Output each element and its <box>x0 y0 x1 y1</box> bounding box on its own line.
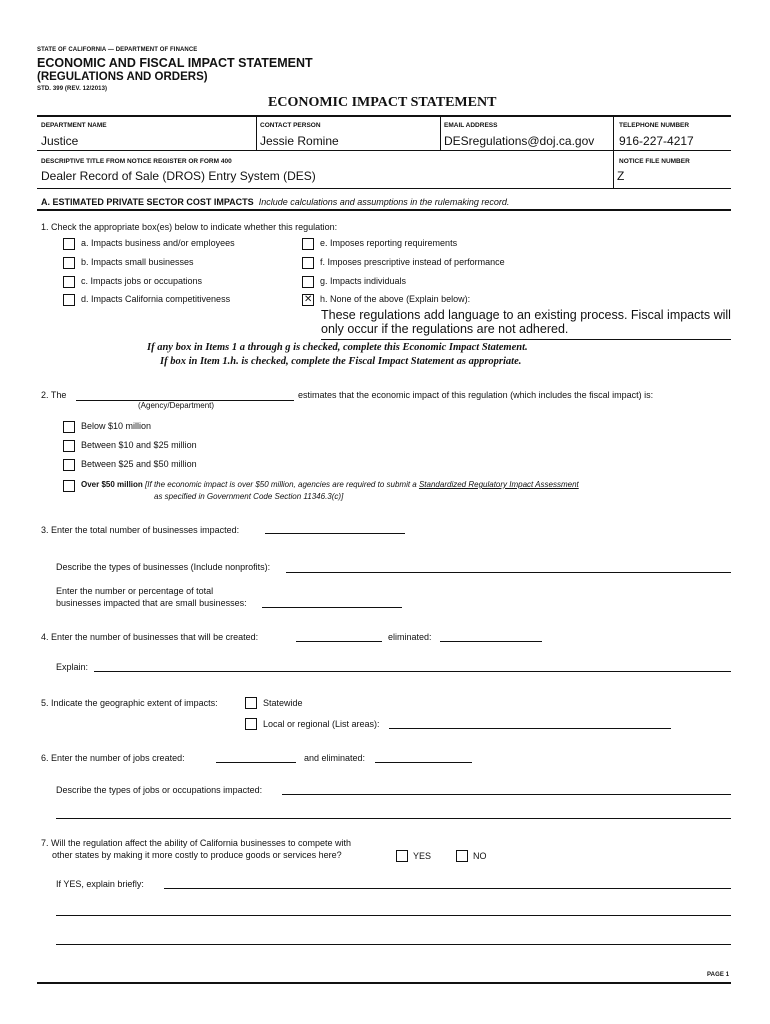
q1-option-f-checkbox[interactable] <box>302 257 314 269</box>
contact-person-value[interactable]: Jessie Romine <box>260 134 339 148</box>
q4-prompt: 4. Enter the number of businesses that will be created: <box>41 632 259 642</box>
q2-over-50m-label: Over $50 million <box>81 480 143 489</box>
q2-below-10m-label: Below $10 million <box>81 421 152 431</box>
telephone-value[interactable]: 916-227-4217 <box>619 134 694 148</box>
q1-option-h-label: h. None of the above (Explain below): <box>320 294 471 304</box>
q2-agency-label: (Agency/Department) <box>138 401 215 410</box>
q5-statewide-checkbox[interactable] <box>245 697 257 709</box>
q1-option-e-checkbox[interactable] <box>302 238 314 250</box>
q2-over-50m-row <box>81 480 579 489</box>
q1-prompt: 1. Check the appropriate box(es) below to indicate whether this regulation: <box>41 222 338 232</box>
q4-explain-field[interactable] <box>94 671 731 672</box>
q6-describe-field-2[interactable] <box>56 818 731 819</box>
q1-option-d-label: d. Impacts California competitiveness <box>81 294 231 304</box>
q1-option-d-checkbox[interactable] <box>63 294 75 306</box>
q2-estimate-text: estimates that the economic impact of this regulation (which includes the fiscal impact) is: <box>298 390 654 400</box>
q2-25-50m-checkbox[interactable] <box>63 459 75 471</box>
q4-created-field[interactable] <box>296 641 382 642</box>
q1-note-1: If any box in Items 1 a through g is checked, complete this Economic Impact Statement. <box>147 342 528 353</box>
q2-over-note-2: as specified in Government Code Section 11346.3(c)] <box>154 492 344 501</box>
contact-person-label: CONTACT PERSON <box>260 122 321 129</box>
q7-explain-label: If YES, explain briefly: <box>56 879 144 889</box>
q3-prompt: 3. Enter the total number of businesses impacted: <box>41 525 240 535</box>
q7-explain-field-2[interactable] <box>56 915 731 916</box>
section-a-note: Include calculations and assumptions in the rulemaking record. <box>258 197 510 207</box>
email-value[interactable]: DESregulations@doj.ca.gov <box>444 134 595 148</box>
q5-local-label: Local or regional (List areas): <box>263 719 380 729</box>
q2-25-50m-label: Between $25 and $50 million <box>81 459 197 469</box>
q6-eliminated-label: and eliminated: <box>304 753 366 763</box>
q6-eliminated-field[interactable] <box>375 762 472 763</box>
q1-explanation-line1[interactable]: These regulations add language to an existing process. Fiscal impacts will <box>321 308 731 322</box>
q5-prompt: 5. Indicate the geographic extent of impacts: <box>41 698 218 708</box>
q7-prompt-1: 7. Will the regulation affect the ability of California businesses to compete with <box>41 838 351 848</box>
notice-file-label: NOTICE FILE NUMBER <box>619 158 690 165</box>
q4-explain-label: Explain: <box>56 662 89 672</box>
q7-yes-label: YES <box>413 851 432 861</box>
q1-option-f-label: f. Imposes prescriptive instead of performance <box>320 257 505 267</box>
q5-statewide-label: Statewide <box>263 698 303 708</box>
descriptive-title-label: DESCRIPTIVE TITLE FROM NOTICE REGISTER OR FORM 400 <box>41 158 232 165</box>
q6-created-field[interactable] <box>216 762 296 763</box>
q1-option-e-label: e. Imposes reporting requirements <box>320 238 458 248</box>
q1-option-h-checkbox[interactable] <box>302 294 314 306</box>
q2-over-note-1: [If the economic impact is over $50 million, agencies are required to submit a <box>145 480 417 489</box>
department-name-value[interactable]: Justice <box>41 134 79 148</box>
email-label: EMAIL ADDRESS <box>444 122 498 129</box>
q3-small-label-1: Enter the number or percentage of total <box>56 586 214 596</box>
q4-eliminated-label: eliminated: <box>388 632 432 642</box>
descriptive-title-value[interactable]: Dealer Record of Sale (DROS) Entry System (DES) <box>41 169 316 183</box>
department-name-label: DEPARTMENT NAME <box>41 122 107 129</box>
q2-10-25m-checkbox[interactable] <box>63 440 75 452</box>
q2-sria-link[interactable]: Standardized Regulatory Impact Assessment <box>418 480 579 489</box>
q1-option-b-label: b. Impacts small businesses <box>81 257 194 267</box>
q1-note-2: If box in Item 1.h. is checked, complete the Fiscal Impact Statement as appropriate. <box>160 356 522 367</box>
form-number: STD. 399 (REV. 12/2013) <box>37 86 108 92</box>
notice-file-value[interactable]: Z <box>617 169 625 183</box>
q6-describe-field-1[interactable] <box>282 794 731 795</box>
section-title: ECONOMIC IMPACT STATEMENT <box>268 95 497 110</box>
form-subtitle: (REGULATIONS AND ORDERS) <box>37 71 208 83</box>
q3-small-field[interactable] <box>262 607 402 608</box>
q3-total-field[interactable] <box>265 533 405 534</box>
q6-describe-label: Describe the types of jobs or occupations impacted: <box>56 785 263 795</box>
state-agency-label: STATE OF CALIFORNIA — DEPARTMENT OF FINANCE <box>37 47 198 53</box>
section-a-heading-row <box>41 197 509 207</box>
q1-option-b-checkbox[interactable] <box>63 257 75 269</box>
q7-prompt-2: other states by making it more costly to produce goods or services here? <box>52 850 342 860</box>
q7-explain-field-1[interactable] <box>164 888 731 889</box>
q1-option-c-checkbox[interactable] <box>63 276 75 288</box>
page-number: PAGE 1 <box>707 972 730 978</box>
q2-prefix: 2. The <box>41 390 67 400</box>
q7-explain-field-3[interactable] <box>56 944 731 945</box>
q1-option-g-checkbox[interactable] <box>302 276 314 288</box>
q2-10-25m-label: Between $10 and $25 million <box>81 440 197 450</box>
q3-describe-label: Describe the types of businesses (Include nonprofits): <box>56 562 271 572</box>
q2-below-10m-checkbox[interactable] <box>63 421 75 433</box>
q3-describe-field[interactable] <box>286 572 731 573</box>
q1-option-g-label: g. Impacts individuals <box>320 276 407 286</box>
q5-local-field[interactable] <box>389 728 671 729</box>
q4-eliminated-field[interactable] <box>440 641 542 642</box>
q7-yes-checkbox[interactable] <box>396 850 408 862</box>
q2-over-50m-checkbox[interactable] <box>63 480 75 492</box>
telephone-label: TELEPHONE NUMBER <box>619 122 690 129</box>
q1-explanation-line2[interactable]: only occur if the regulations are not adhered. <box>321 322 569 336</box>
q1-option-a-label: a. Impacts business and/or employees <box>81 238 235 248</box>
form-title: ECONOMIC AND FISCAL IMPACT STATEMENT <box>37 56 313 70</box>
q1-option-c-label: c. Impacts jobs or occupations <box>81 276 203 286</box>
q3-small-label-2: businesses impacted that are small businesses: <box>56 598 247 608</box>
section-a-heading: A. ESTIMATED PRIVATE SECTOR COST IMPACTS <box>41 197 254 207</box>
q7-no-checkbox[interactable] <box>456 850 468 862</box>
q1-option-a-checkbox[interactable] <box>63 238 75 250</box>
q6-prompt: 6. Enter the number of jobs created: <box>41 753 185 763</box>
q5-local-checkbox[interactable] <box>245 718 257 730</box>
q7-no-label: NO <box>473 851 487 861</box>
